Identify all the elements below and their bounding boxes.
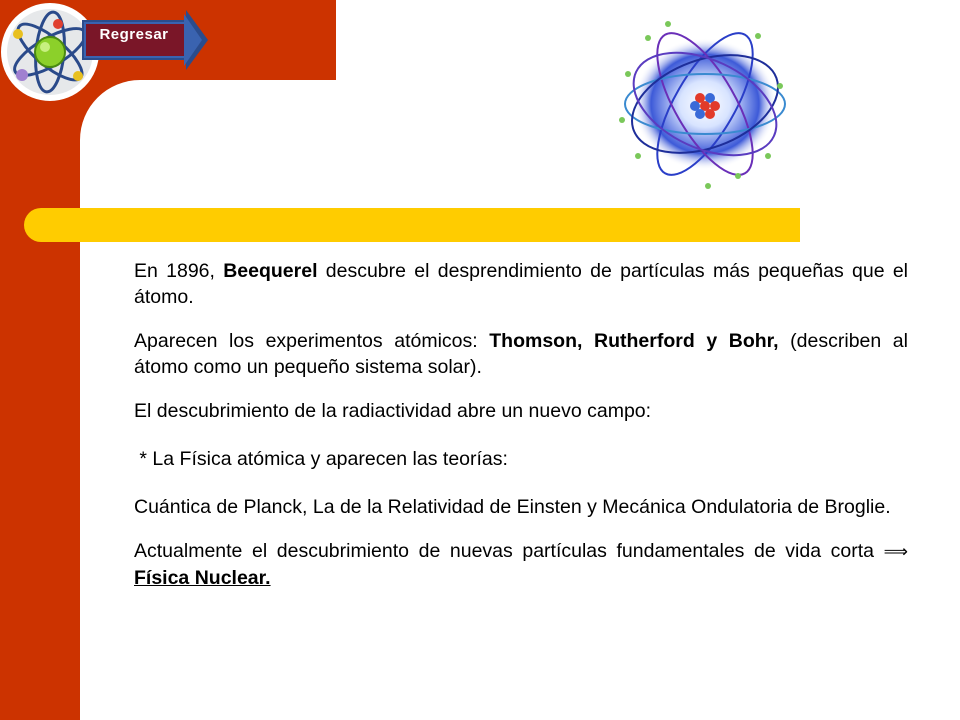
names-scientists: Thomson, Rutherford y Bohr, <box>489 330 779 352</box>
paragraph-nuclear <box>134 538 908 591</box>
text: (describen al átomo como un pequeño sistema solar). <box>134 330 908 378</box>
atom-illustration <box>608 16 798 192</box>
paragraph-theories: Cuántica de Planck, La de la Relatividad de Einsten y Mecánica Ondulatoria de Broglie. <box>134 496 891 518</box>
back-button-label: Regresar <box>99 26 169 43</box>
paragraph-radioactivity: El descubrimiento de la radiactividad abre un nuevo campo: <box>134 400 652 422</box>
text: Actualmente el descubrimiento de nuevas partículas fundamentales de vida corta <box>134 540 884 562</box>
paragraph-atomic-physics: * La Física atómica y aparecen las teorías: <box>134 448 508 470</box>
text: descubre el desprendimiento de partículas más pequeñas que el átomo. <box>134 260 908 308</box>
arrow-back-button[interactable] <box>82 10 208 70</box>
accent-bar <box>24 208 800 242</box>
left-frame-bar <box>0 0 80 720</box>
implies-arrow-icon: ⟹ <box>883 542 908 562</box>
name-becquerel: Beequerel <box>223 260 318 282</box>
text: Aparecen los experimentos atómicos: <box>134 330 490 352</box>
text: En 1896, <box>134 260 224 282</box>
nuclear-physics-link[interactable]: Física Nuclear. <box>134 567 271 589</box>
paragraph-becquerel <box>134 258 908 310</box>
main-content <box>134 258 908 609</box>
paragraph-experiments <box>134 328 908 380</box>
